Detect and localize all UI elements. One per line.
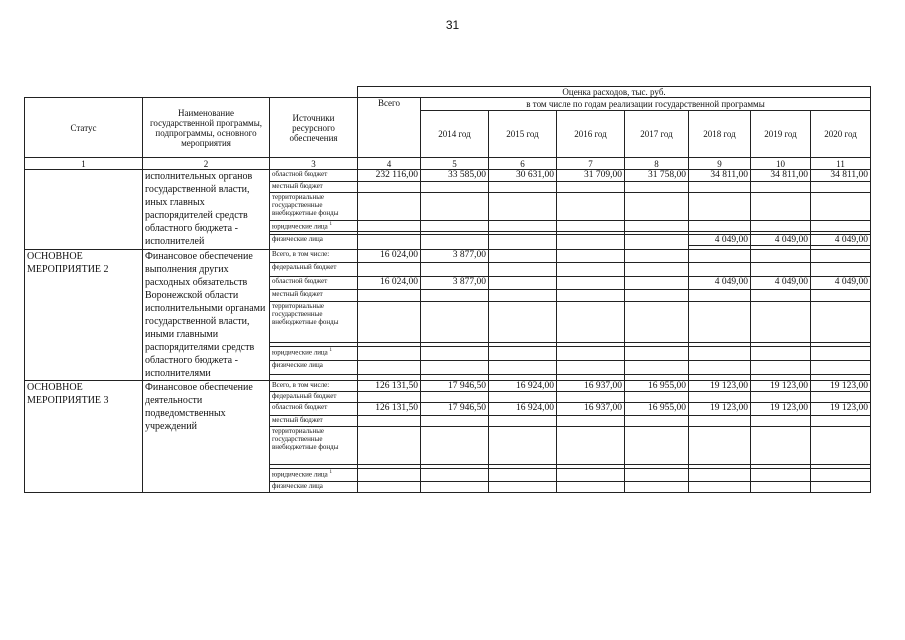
value-cell: 4 049,00	[811, 276, 871, 290]
source-label: Всего, в том числе:	[270, 250, 358, 263]
source-label: федеральный бюджет	[270, 262, 358, 276]
value-cell: 16 024,00	[358, 276, 421, 290]
value-cell: 126 131,50	[358, 381, 421, 392]
column-number: 4	[358, 158, 421, 170]
column-number: 10	[751, 158, 811, 170]
value-cell: 19 123,00	[811, 403, 871, 416]
budget-table	[24, 86, 871, 493]
year-header: 2015 год	[489, 111, 557, 158]
value-cell: 19 123,00	[751, 381, 811, 392]
value-cell: 4 049,00	[811, 235, 871, 246]
estimate-header: Оценка расходов, тыс. руб.	[358, 87, 871, 98]
program-name-cell: Финансовое обеспечение деятельности подведомственных учреждений	[143, 381, 270, 493]
value-cell: 30 631,00	[489, 170, 557, 182]
table-row	[25, 381, 871, 392]
column-number: 8	[625, 158, 689, 170]
source-label: территориальные государственные внебюджетные фонды	[270, 427, 358, 465]
source-label: физические лица	[270, 482, 358, 493]
source-label: юридические лица $^1$	[270, 221, 358, 232]
page-number: 31	[445, 18, 460, 32]
value-cell: 34 811,00	[689, 170, 751, 182]
value-cell: 16 937,00	[557, 381, 625, 392]
value-cell: 19 123,00	[689, 381, 751, 392]
column-number-row	[25, 158, 871, 170]
source-label: физические лица	[270, 235, 358, 250]
value-cell: 3 877,00	[421, 276, 489, 290]
value-cell: 19 123,00	[689, 403, 751, 416]
year-header: 2017 год	[625, 111, 689, 158]
year-header: 2014 год	[421, 111, 489, 158]
value-cell: 16 924,00	[489, 381, 557, 392]
value-cell: 34 811,00	[811, 170, 871, 182]
source-label: областной бюджет	[270, 276, 358, 290]
source-label: юридические лица $^1$	[270, 346, 358, 360]
value-cell: 126 131,50	[358, 403, 421, 416]
column-number: 7	[557, 158, 625, 170]
value-cell: 16 024,00	[358, 250, 421, 263]
value-cell: 16 937,00	[557, 403, 625, 416]
value-cell: 31 709,00	[557, 170, 625, 182]
table-row	[25, 170, 871, 182]
value-cell: 4 049,00	[751, 235, 811, 246]
sources-header: Источники ресурсного обеспечения	[270, 98, 358, 158]
value-cell: 19 123,00	[751, 403, 811, 416]
value-cell: 4 049,00	[751, 276, 811, 290]
status-cell	[25, 170, 143, 250]
column-number: 1	[25, 158, 143, 170]
year-header: 2019 год	[751, 111, 811, 158]
year-header: 2016 год	[557, 111, 625, 158]
source-label: местный бюджет	[270, 182, 358, 193]
column-number: 6	[489, 158, 557, 170]
column-number: 2	[143, 158, 270, 170]
source-label: областной бюджет	[270, 403, 358, 416]
table-row	[25, 250, 871, 263]
value-cell: 17 946,50	[421, 381, 489, 392]
value-cell: 232 116,00	[358, 170, 421, 182]
value-cell: 33 585,00	[421, 170, 489, 182]
source-label: Всего, в том числе:	[270, 381, 358, 392]
total-header: Всего	[358, 98, 421, 158]
source-label: территориальные государственные внебюджетные фонды	[270, 193, 358, 221]
source-label: местный бюджет	[270, 416, 358, 427]
value-cell: 4 049,00	[689, 276, 751, 290]
by-years-header: в том числе по годам реализации государственной программы	[421, 98, 871, 111]
column-number: 3	[270, 158, 358, 170]
column-number: 9	[689, 158, 751, 170]
value-cell: 16 955,00	[625, 381, 689, 392]
value-cell: 17 946,50	[421, 403, 489, 416]
column-number: 5	[421, 158, 489, 170]
program-name-cell: исполнительных органов государственной власти, иных главных распорядителей средств областного бюджета - исполнителей	[143, 170, 270, 250]
value-cell: 4 049,00	[689, 235, 751, 246]
program-name-cell: Финансовое обеспечение выполнения других расходных обязательств Воронежской области исполнительными органами государственной власти, иными главными распорядителями средств областного бюджета - исполнителями	[143, 250, 270, 381]
source-label: областной бюджет	[270, 170, 358, 182]
source-label: местный бюджет	[270, 290, 358, 302]
source-label: юридические лица $^1$	[270, 469, 358, 482]
value-cell: 19 123,00	[811, 381, 871, 392]
year-header: 2020 год	[811, 111, 871, 158]
year-header: 2018 год	[689, 111, 751, 158]
column-number: 11	[811, 158, 871, 170]
value-cell: 34 811,00	[751, 170, 811, 182]
value-cell: 16 955,00	[625, 403, 689, 416]
name-header: Наименование государственной программы, подпрограммы, основного мероприятия	[143, 98, 270, 158]
status-header: Статус	[25, 98, 143, 158]
source-label: федеральный бюджет	[270, 392, 358, 403]
value-cell: 31 758,00	[625, 170, 689, 182]
status-cell: ОСНОВНОЕ МЕРОПРИЯТИЕ 2	[25, 250, 143, 381]
source-label: территориальные государственные внебюджетные фонды	[270, 302, 358, 342]
source-label: физические лица	[270, 360, 358, 374]
value-cell: 16 924,00	[489, 403, 557, 416]
value-cell: 3 877,00	[421, 250, 489, 263]
status-cell: ОСНОВНОЕ МЕРОПРИЯТИЕ 3	[25, 381, 143, 493]
